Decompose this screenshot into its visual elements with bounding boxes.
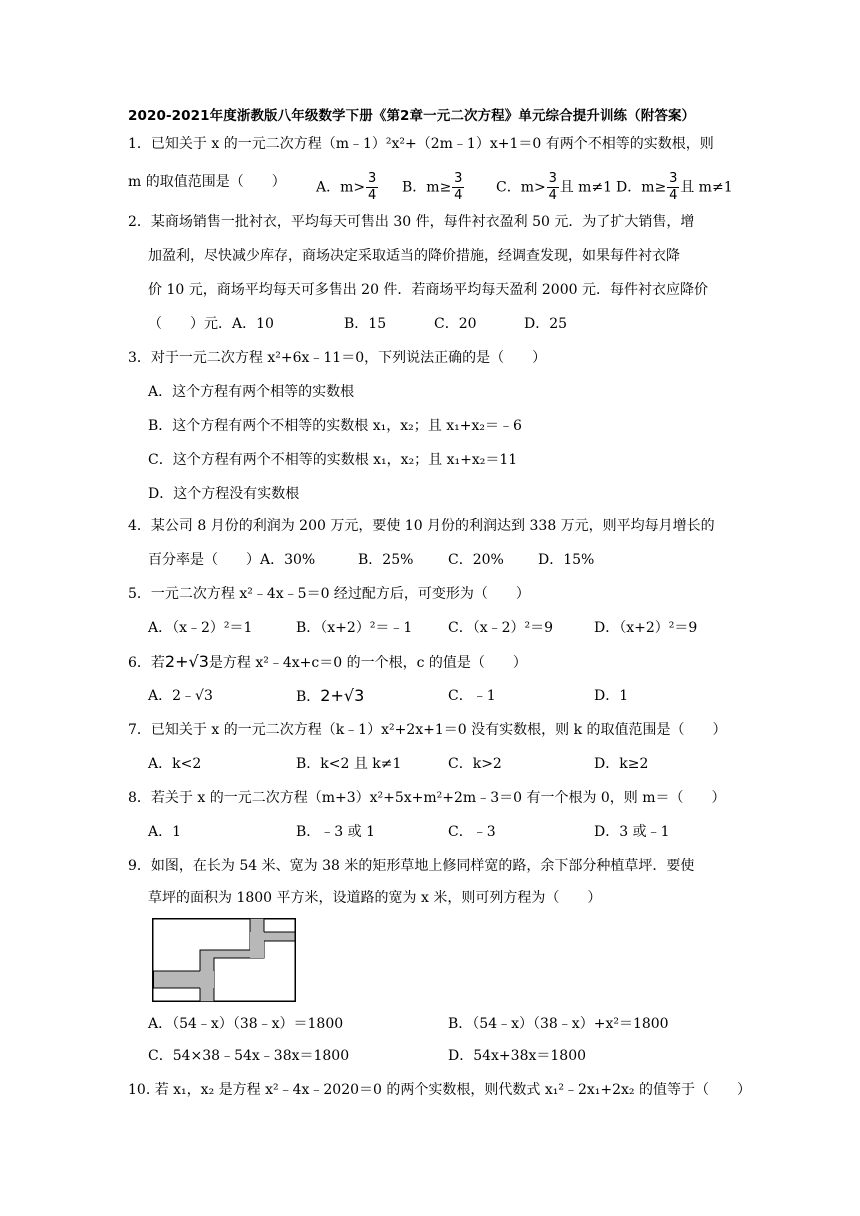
fraction: $\frac{3}{4}$	[548, 171, 557, 203]
q2-stem-line3: 价 10 元，商场平均每天可多售出 20 件．若商场平均每天盈利 2000 元．每件衬衣应降价	[148, 282, 708, 298]
q5-option-b: B．（x+2）²＝﹣1	[296, 620, 413, 636]
q3-option-b: B．这个方程有两个不相等的实数根 x₁，x₂；且 x₁+x₂＝﹣6	[148, 418, 522, 434]
q9-option-b: B．（54﹣x）（38﹣x）+x²＝1800	[448, 1016, 669, 1032]
q9-stem-line2: 草坪的面积为 1800 平方米，设道路的宽为 x 米，则可列方程为（ ）	[148, 890, 602, 906]
q6-option-a: A．2﹣√3	[148, 688, 213, 704]
fraction: $\frac{3}{4}$	[669, 171, 678, 203]
q4-stem-line1: 4．某公司 8 月份的利润为 200 万元，要使 10 月份的利润达到 338 万元，则平均每月增长的	[128, 518, 715, 534]
q9-option-d: D．54x+38x＝1800	[448, 1048, 587, 1064]
q6-option-b: B．2+√3	[296, 686, 365, 705]
q3-option-d: D．这个方程没有实数根	[148, 486, 300, 502]
q5-stem: 5．一元二次方程 x²﹣4x﹣5＝0 经过配方后，可变形为（ ）	[128, 586, 530, 602]
q1-option-d: D．m≥ $\frac{3}{4}$ 且 m≠1	[616, 171, 733, 203]
q5-option-c: C．（x﹣2）²＝9	[448, 620, 554, 636]
q9-option-a: A．（54﹣x）（38﹣x）＝1800	[148, 1016, 344, 1032]
q3-option-a: A．这个方程有两个相等的实数根	[148, 384, 355, 400]
q10-stem: 10. 若 x₁，x₂ 是方程 x²﹣4x﹣2020＝0 的两个实数根，则代数式 x₁²﹣2x₁+2x₂ 的值等于（ ）	[128, 1082, 751, 1098]
q2-option-b: B．15	[344, 316, 387, 332]
q7-option-c: C．k>2	[448, 756, 502, 772]
q1-option-a: A．m> $\frac{3}{4}$	[316, 171, 377, 203]
q7-option-a: A．k<2	[148, 756, 202, 772]
q6-option-c: C．﹣1	[448, 688, 496, 704]
q5-option-d: D．（x+2）²＝9	[594, 620, 698, 636]
q9-stem-line1: 9．如图，在长为 54 米、宽为 38 米的矩形草地上修同样宽的路，余下部分种植草坪．要使	[128, 858, 695, 874]
q3-option-c: C．这个方程有两个不相等的实数根 x₁，x₂；且 x₁+x₂＝11	[148, 452, 518, 468]
q6-stem: 6．若2+√3是方程 x²﹣4x+c＝0 的一个根，c 的值是（ ）	[128, 652, 527, 671]
road-vertical-lower	[200, 971, 214, 1001]
worksheet-title: 2020-2021年度浙教版八年级数学下册《第2章一元二次方程》单元综合提升训练（附答案）	[128, 108, 696, 124]
grass-field	[153, 919, 296, 1002]
q7-option-d: D．k≥2	[594, 756, 649, 772]
road-diagram	[152, 918, 296, 1002]
fraction: $\frac{3}{4}$	[454, 171, 463, 203]
q3-stem: 3．对于一元二次方程 x²+6x﹣11＝0，下列说法正确的是（ ）	[128, 350, 547, 366]
q2-option-c: C．20	[434, 316, 477, 332]
q1-option-c: C．m> $\frac{3}{4}$ 且 m≠1	[496, 171, 613, 203]
q7-option-b: B．k<2 且 k≠1	[296, 756, 402, 772]
road-vertical	[250, 919, 264, 958]
q5-option-a: A．（x﹣2）²＝1	[148, 620, 253, 636]
q8-option-c: C．﹣3	[448, 824, 496, 840]
q1-stem-tail: m 的取值范围是（ ）	[128, 174, 286, 190]
q2-option-d: D．25	[524, 316, 568, 332]
q6-root-expression: 2+√3	[164, 652, 209, 671]
q1-stem-line1: 1．已知关于 x 的一元二次方程（m﹣1）²x²+（2m﹣1）x+1＝0 有两个不相等的实数根，则	[128, 136, 714, 152]
q8-stem: 8．若关于 x 的一元二次方程（m+3）x²+5x+m²+2m﹣3＝0 有一个根为 0，则 m＝（ ）	[128, 790, 726, 806]
q4-option-d: D．15%	[538, 552, 595, 568]
fraction: $\frac{3}{4}$	[367, 171, 377, 203]
q2-stem-line1: 2．某商场销售一批衬衣，平均每天可售出 30 件，每件衬衣盈利 50 元．为了扩大销售，增	[128, 214, 695, 230]
q2-stem-line2: 加盈利，尽快减少库存，商场决定采取适当的降价措施，经调查发现，如果每件衬衣降	[148, 248, 680, 264]
q8-option-b: B．﹣3 或 1	[296, 824, 376, 840]
q6-option-d: D．1	[594, 688, 629, 704]
q4-option-c: C．20%	[448, 552, 504, 568]
q4-option-a: 百分率是（ ）A．30%	[148, 552, 316, 568]
q2-option-a: （ ）元．A．10	[148, 316, 274, 332]
q4-option-b: B．25%	[358, 552, 414, 568]
q8-option-d: D．3 或﹣1	[594, 824, 670, 840]
q9-option-c: C．54×38﹣54x﹣38x＝1800	[148, 1048, 350, 1064]
q1-option-b: B．m≥ $\frac{3}{4}$	[402, 171, 463, 203]
q7-stem: 7．已知关于 x 的一元二次方程（k﹣1）x²+2x+1＝0 没有实数根，则 k 的取值范围是（ ）	[128, 722, 727, 738]
q8-option-a: A．1	[148, 824, 182, 840]
q1-stem-line2	[128, 172, 286, 192]
